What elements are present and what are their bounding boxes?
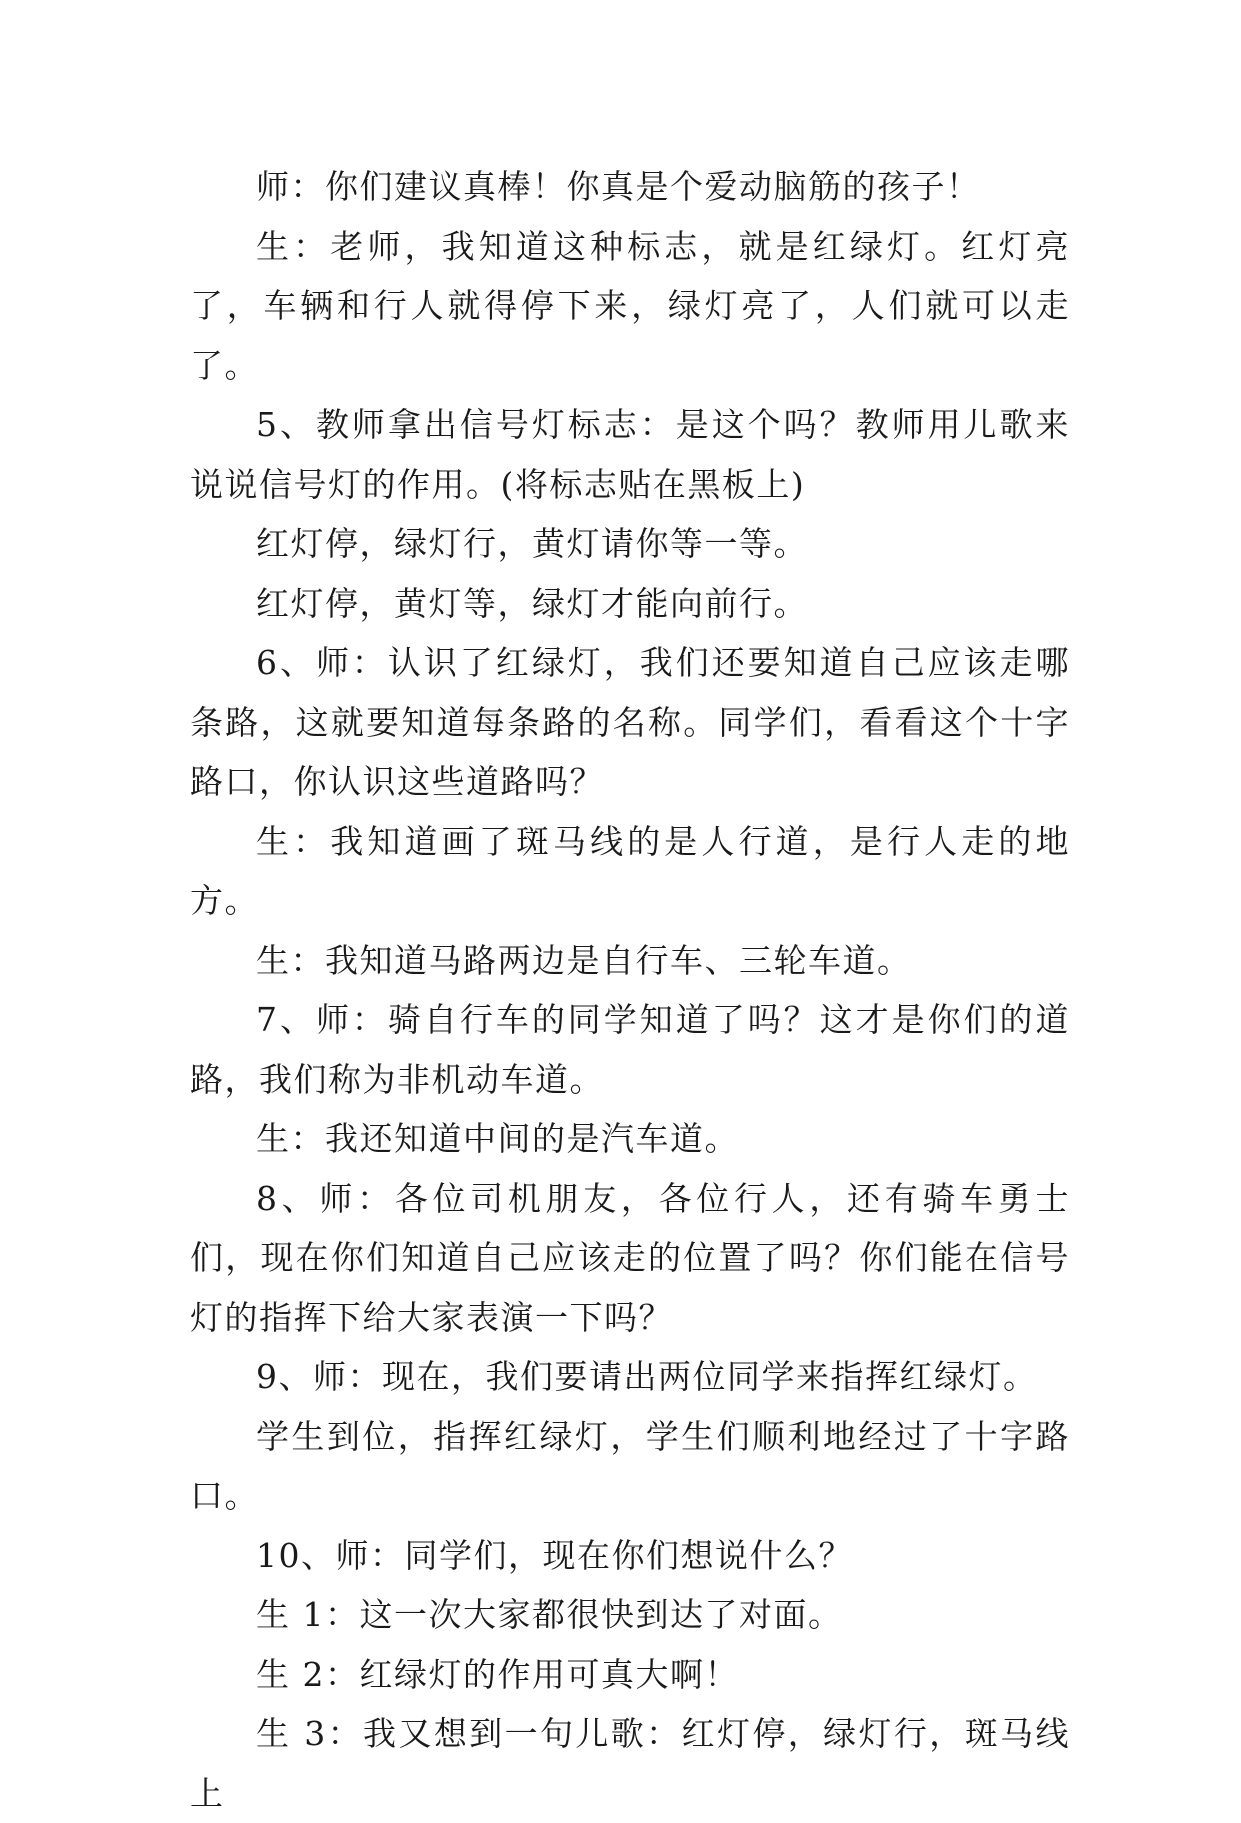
paragraph: 生 3：我又想到一句儿歌：红灯停，绿灯行，斑马线上 (190, 1714, 1070, 1813)
document-body (190, 157, 1070, 1823)
paragraph: 生 1：这一次大家都很快到达了对面。 (256, 1595, 843, 1634)
paragraph: 10、师：同学们，现在你们想说什么？ (256, 1535, 853, 1575)
paragraph: 生：我知道马路两边是自行车、三轮车道。 (256, 940, 912, 980)
paragraph: 6、师：认识了红绿灯，我们还要知道自己应该走哪条路，这就要知道每条路的名称。同学们，看看这个十字路口，你认识这些道路吗？ (190, 643, 1070, 801)
paragraph: 学生到位，指挥红绿灯，学生们顺利地经过了十字路口。 (190, 1416, 1070, 1515)
paragraph: 生：我还知道中间的是汽车道。 (256, 1119, 739, 1158)
paragraph: 生：老师，我知道这种标志，就是红绿灯。红灯亮了，车辆和行人就得停下来，绿灯亮了，人们就可以走了。 (190, 226, 1070, 385)
paragraph: 生 2：红绿灯的作用可真大啊！ (256, 1654, 739, 1694)
paragraph: 师：你们建议真棒！你真是个爱动脑筋的孩子！ (256, 167, 981, 206)
paragraph: 生：我知道画了斑马线的是人行道，是行人走的地方。 (190, 821, 1070, 920)
paragraph: 红灯停，黄灯等，绿灯才能向前行。 (256, 583, 808, 623)
paragraph: 5、教师拿出信号灯标志：是这个吗？教师用儿歌来说说信号灯的作用。(将标志贴在黑板上) (190, 405, 1070, 504)
paragraph: 红灯停，绿灯行，黄灯请你等一等。 (256, 524, 808, 563)
paragraph: 7、师：骑自行车的同学知道了吗？这才是你们的道路，我们称为非机动车道。 (190, 1000, 1070, 1099)
paragraph: 8、师：各位司机朋友，各位行人，还有骑车勇士们，现在你们知道自己应该走的位置了吗？你们能在信号灯的指挥下给大家表演一下吗？ (190, 1178, 1070, 1337)
paragraph: 9、师：现在，我们要请出两位同学来指挥红绿灯。 (256, 1357, 1038, 1396)
